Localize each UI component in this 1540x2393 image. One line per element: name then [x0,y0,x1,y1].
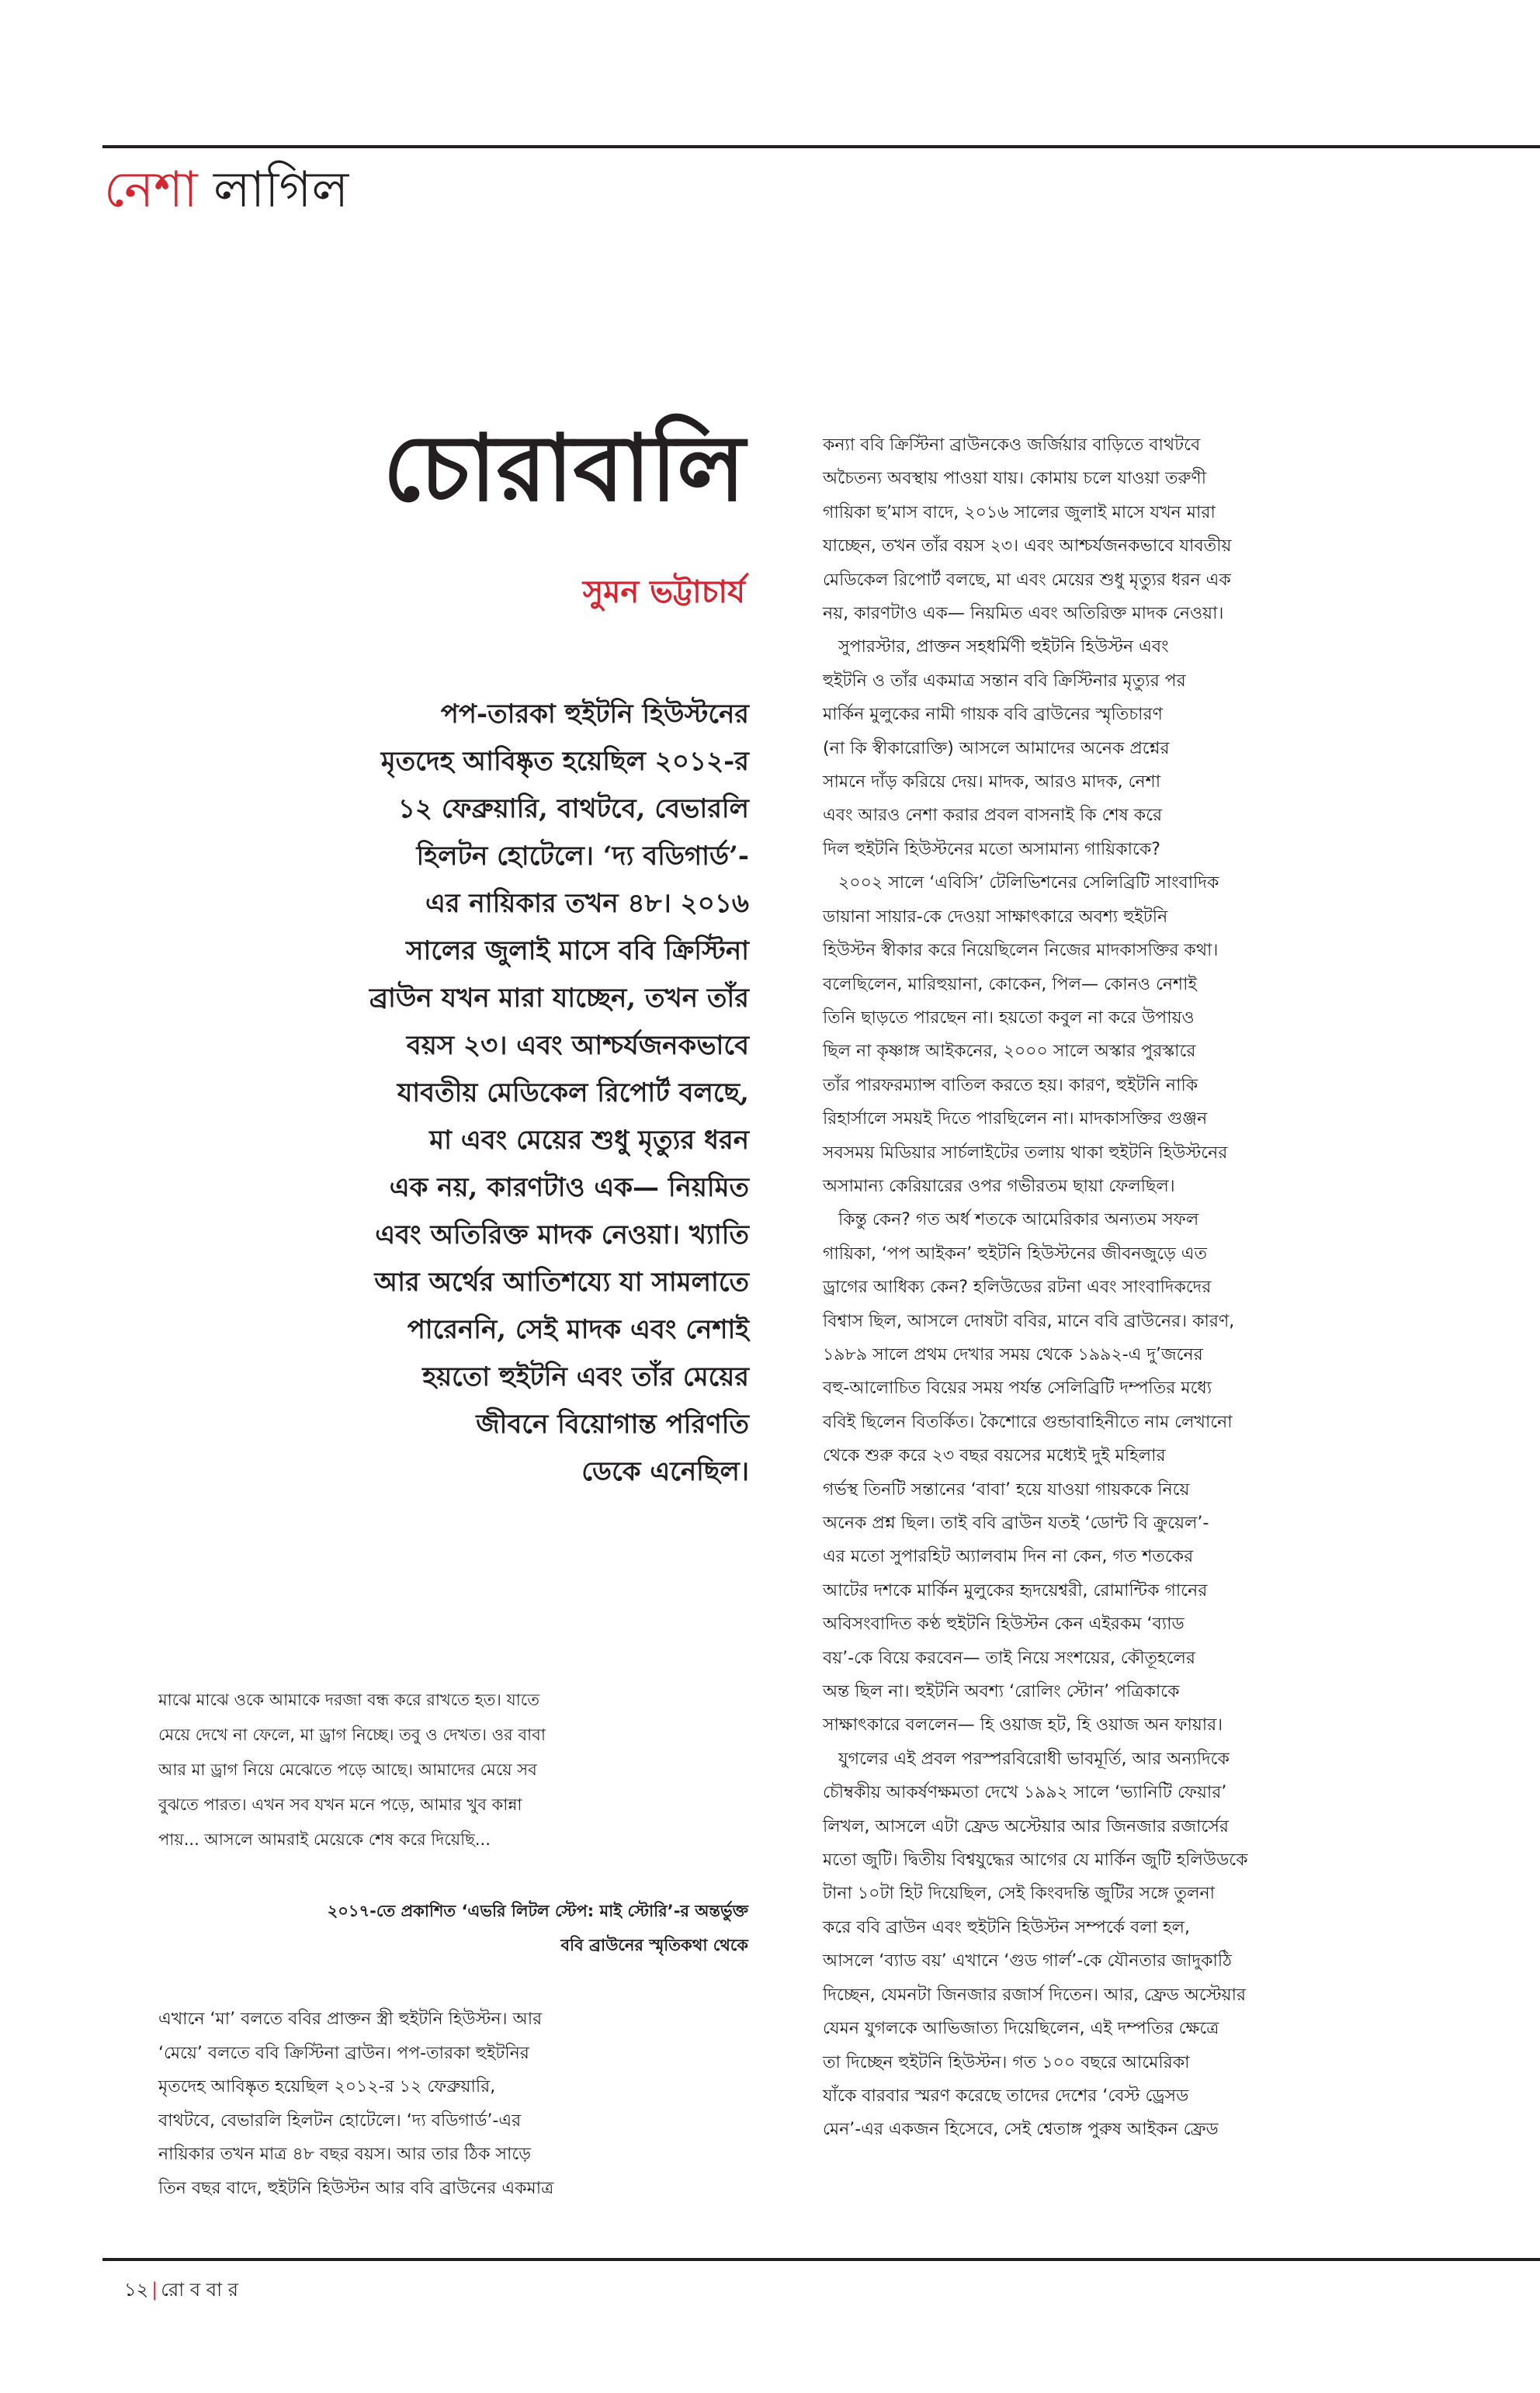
body-line: কিন্তু কেন? গত অর্ধ শতকে আমেরিকার অন্যতম সফল [838,1210,1199,1230]
quote-line: বুঝতে পারত। এখন সব যখন মনে পড়ে, আমার খুব কান্না [158,1795,522,1814]
body-line: টানা ১০টা হিট দিয়েছিল, সেই কিংবদন্তি জুটির সঙ্গে তুলনা [823,1884,1216,1904]
body-line: বহু-আলোচিত বিয়ের সময় পর্যন্ত সেলিব্রিটি দম্পতির মধ্যে [823,1379,1212,1399]
lede-line: এবং অতিরিক্ত মাদক নেওয়া। খ্যাতি [375,1219,749,1250]
body-line: ‘মেয়ে’ বলতে ববি ক্রিস্টিনা ব্রাউন। পপ-তারকা হুইটনির [158,2043,529,2063]
body-line: তিন বছর বাদে, হুইটনি হিউস্টন আর ববি ব্রাউনের একমাত্র [158,2178,554,2198]
body-line: আসলে ‘ব্যাড বয়’ এখানে ‘গুড গার্ল’-কে যৌনতার জাদুকাঠি [823,1951,1232,1972]
pull-quote [158,1683,748,1857]
body-line: সবসময় মিডিয়ার সার্চলাইটের তলায় থাকা হুইটনি হিউস্টনের [823,1143,1228,1163]
quote-source-line: ২০১৭-তে প্রকাশিত ‘এভরি লিটল স্টেপ: মাই স্টোরি’-র অন্তর্ভুক্ত [327,1902,748,1920]
section-title-red: নেশা [104,161,198,219]
body-line: বিশ্বাস ছিল, আসলে দোষটা ববির, মানে ববি ব্রাউনের। কারণ, [823,1311,1235,1331]
body-line: বয়’-কে বিয়ে করবেন— তাই নিয়ে সংশয়ের, কৌতূহলের [823,1648,1195,1668]
body-line: তা দিচ্ছেন হুইটনি হিউস্টন। গত ১০০ বছরে আমেরিকা [823,2052,1190,2072]
quote-line: মেয়ে দেখে না ফেলে, মা ড্রাগ নিচ্ছে। তবু ও দেখত। ওর বাবা [158,1725,546,1744]
body-column-right [823,428,1475,2147]
body-line: যেমন যুগলকে আভিজাত্য দিয়েছিলেন, এই দম্পতির ক্ষেত্রে [823,2019,1219,2039]
body-line: যাচ্ছেন, তখন তাঁর বয়স ২৩। এবং আশ্চর্যজনকভাবে যাবতীয় [823,536,1232,557]
body-line: মেন’-এর একজন হিসেবে, সেই শ্বেতাঙ্গ পুরুষ আইকন ফ্রেড [823,2120,1219,2140]
body-line: ড্রাগের আধিক্য কেন? হলিউডের রটনা এবং সাংবাদিকদের [823,1278,1212,1298]
footer-separator: | [151,2279,158,2301]
body-line: ১৯৮৯ সালে প্রথম দেখার সময় থেকে ১৯৯২-এ দু’জনের [823,1344,1203,1365]
body-line: হুইটনি ও তাঁর একমাত্র সন্তান ববি ক্রিস্টিনার মৃত্যুর পর [823,671,1186,691]
body-line: ছিল না কৃষ্ণাঙ্গ আইকনের, ২০০০ সালে অস্কার পুরস্কারে [823,1042,1196,1062]
section-title-black: লাগিল [213,161,349,219]
body-line: লিখল, আসলে এটা ফ্রেড অস্টেয়ার আর জিনজার রজার্সের [823,1816,1229,1836]
body-line: দিচ্ছেন, যেমনটা জিনজার রজার্স দিতেন। আর, ফ্রেড অস্টেয়ার [823,1985,1247,2005]
body-line: এবং আরও নেশা করার প্রবল বাসনাই কি শেষ করে [823,806,1163,826]
body-line: হিউস্টন স্বীকার করে নিয়েছিলেন নিজের মাদকাসক্তির কথা। [823,941,1219,961]
top-rule [102,145,1540,148]
body-line: এখানে ‘মা’ বলতে ববির প্রাক্তন স্ত্রী হুইটনি হিউস্টন। আর [158,2010,543,2029]
body-line: কন্যা ববি ক্রিস্টিনা ব্রাউনকেও জর্জিয়ার বাড়িতে বাথটবে [823,435,1201,455]
lede-line: পারেননি, সেই মাদক এবং নেশাই [407,1314,749,1345]
bottom-rule [102,2258,1540,2261]
body-line: অনেক প্রশ্ন ছিল। তাই ববি ব্রাউন যতই ‘ডোন্ট বি ক্রুয়েল’- [823,1514,1209,1533]
body-line: গায়িকা ছ’মাস বাদে, ২০১৬ সালের জুলাই মাসে যখন মারা [823,502,1216,522]
lede-line: জীবনে বিয়োগান্ত পরিণতি [476,1409,749,1440]
article-lede [264,691,749,1496]
body-line: ববিই ছিলেন বিতর্কিত। কৈশোরে গুন্ডাবাহিনীতে নাম লেখানো [823,1412,1233,1432]
body-line: চৌম্বকীয় আকর্ষণক্ষমতা দেখে ১৯৯২ সালে ‘ভ্যানিটি ফেয়ার’ [823,1783,1227,1803]
publication-name: রো ব বা র [161,2279,238,2301]
body-line: ডায়ানা সায়ার-কে দেওয়া সাক্ষাৎকারে অবশ্য হুইটনি [823,907,1168,927]
body-line: থেকে শুরু করে ২৩ বছর বয়সের মধ্যেই দুই মহিলার [823,1446,1166,1466]
body-column-left [158,2003,756,2205]
body-line: নায়িকার তখন মাত্র ৪৮ বছর বয়স। আর তার ঠিক সাড়ে [158,2145,531,2164]
lede-line: সালের জুলাই মাসে ববি ক্রিস্টিনা [406,935,749,966]
body-line: অন্ত ছিল না। হুইটনি অবশ্য ‘রোলিং স্টোন’ পত্রিকাকে [823,1682,1180,1702]
lede-line: বয়স ২৩। এবং আশ্চর্যজনকভাবে [406,1030,749,1061]
body-line: মৃতদেহ আবিষ্কৃত হয়েছিল ২০১২-র ১২ ফেব্রুয়ারি, [158,2077,496,2096]
quote-line: মাঝে মাঝে ওকে আমাকে দরজা বন্ধ করে রাখতে হত। যাতে [158,1691,539,1709]
quote-source-line: ববি ব্রাউনের স্মৃতিকথা থেকে [560,1936,748,1954]
body-line: বলেছিলেন, মারিহুয়ানা, কোকেন, পিল— কোনও নেশাই [823,974,1197,994]
body-line: মেডিকেল রিপোর্ট বলছে, মা এবং মেয়ের শুধু মৃত্যুর ধরন এক [823,570,1231,590]
section-title [104,159,349,221]
pull-quote-source [158,1894,748,1962]
body-line: আটের দশকে মার্কিন মুলুকের হৃদয়েশ্বরী, রোমান্টিক গানের [823,1580,1208,1601]
body-line: গায়িকা, ‘পপ আইকন’ হুইটনি হিউস্টনের জীবনজুড়ে এত [823,1243,1208,1264]
page-footer [124,2274,238,2305]
article-headline: চোরাবালি [383,414,745,522]
lede-line: আর অর্থের আতিশয্যে যা সামলাতে [374,1267,749,1298]
body-line: যাঁকে বারবার স্মরণ করেছে তাদের দেশের ‘বেস্ট ড্রেসড [823,2086,1189,2106]
lede-line: হয়তো হুইটনি এবং তাঁর মেয়ের [422,1361,749,1392]
body-line: তিনি ছাড়তে পারছেন না। হয়তো কবুল না করে উপায়ও [823,1007,1195,1028]
article-byline: সুমন ভট্টাচার্য [582,574,745,610]
body-line: যুগলের এই প্রবল পরস্পরবিরোধী ভাবমূর্তি, আর অন্যদিকে [838,1749,1230,1769]
body-line: মার্কিন মুলুকের নামী গায়ক ববি ব্রাউনের স্মৃতিচারণ [823,705,1163,725]
body-line: সাক্ষাৎকারে বললেন— হি ওয়াজ হট, হি ওয়াজ অন ফায়ার। [823,1715,1223,1736]
quote-line: আর মা ড্রাগ নিয়ে মেঝেতে পড়ে আছে। আমাদের মেয়ে সব [158,1760,537,1779]
body-line: করে ববি ব্রাউন এবং হুইটনি হিউস্টন সম্পর্কে বলা হল, [823,1917,1191,1937]
lede-line: যাবতীয় মেডিকেল রিপোর্ট বলছে, [397,1077,749,1108]
body-line: গর্ভস্থ তিনটি সন্তানের ‘বাবা’ হয়ে যাওয়া গায়ককে নিয়ে [823,1479,1190,1500]
lede-line: মা এবং মেয়ের শুধু মৃত্যুর ধরন [429,1125,749,1156]
body-line: বাথটবে, বেভারলি হিলটন হোটেলে। ‘দ্য বডিগার্ড’-এর [158,2110,522,2131]
lede-line: ১২ ফেব্রুয়ারি, বাথটবে, বেভারলি [397,793,749,824]
quote-line: পায়... আসলে আমরাই মেয়েকে শেষ করে দিয়েছি... [158,1830,491,1849]
body-line: নয়, কারণটাও এক— নিয়মিত এবং অতিরিক্ত মাদক নেওয়া। [823,604,1224,624]
lede-line: হিলটন হোটেলে। ‘দ্য বডিগার্ড’- [416,841,749,872]
body-line: মতো জুটি। দ্বিতীয় বিশ্বযুদ্ধের আগের যে মার্কিন জুটি হলিউডকে [823,1850,1248,1871]
lede-line: ডেকে এনেছিল। [581,1456,749,1487]
lede-line: এক নয়, কারণটাও এক— নিয়মিত [389,1172,749,1203]
body-line: ২০০২ সালে ‘এবিসি’ টেলিভিশনের সেলিব্রিটি সাংবাদিক [838,873,1219,893]
body-line: এর মতো সুপারহিট অ্যালবাম দিন না কেন, গত শতকের [823,1547,1194,1567]
body-line: সুপারস্টার, প্রাক্তন সহধর্মিণী হুইটনি হিউস্টন এবং [838,637,1169,657]
body-line: অসামান্য কেরিয়ারের ওপর গভীরতম ছায়া ফেলছিল। [823,1176,1175,1196]
body-line: দিল হুইটনি হিউস্টনের মতো অসামান্য গায়িকাকে? [823,839,1160,859]
body-line: তাঁর পারফরম্যান্স বাতিল করতে হয়। কারণ, হুইটনি নাকি [823,1075,1198,1095]
lede-line: মৃতদেহ আবিষ্কৃত হয়েছিল ২০১২-র [380,746,749,777]
body-line: অবিসংবাদিত কণ্ঠ হুইটনি হিউস্টন কেন এইরকম ‘ব্যাড [823,1614,1184,1635]
lede-line: ব্রাউন যখন মারা যাচ্ছেন, তখন তাঁর [369,983,749,1014]
lede-line: পপ-তারকা হুইটনি হিউস্টনের [440,699,749,730]
page-number: ১২ [124,2279,149,2301]
body-line: রিহার্সালে সময়ই দিতে পারছিলেন না। মাদকাসক্তির গুঞ্জন [823,1109,1208,1129]
lede-line: এর নায়িকার তখন ৪৮। ২০১৬ [425,888,749,919]
body-line: অচৈতন্য অবস্থায় পাওয়া যায়। কোমায় চলে যাওয়া তরুণী [823,469,1206,489]
body-line: (না কি স্বীকারোক্তি) আসলে আমাদের অনেক প্রশ্নের [823,738,1170,758]
body-line: সামনে দাঁড় করিয়ে দেয়। মাদক, আরও মাদক, নেশা [823,772,1161,792]
